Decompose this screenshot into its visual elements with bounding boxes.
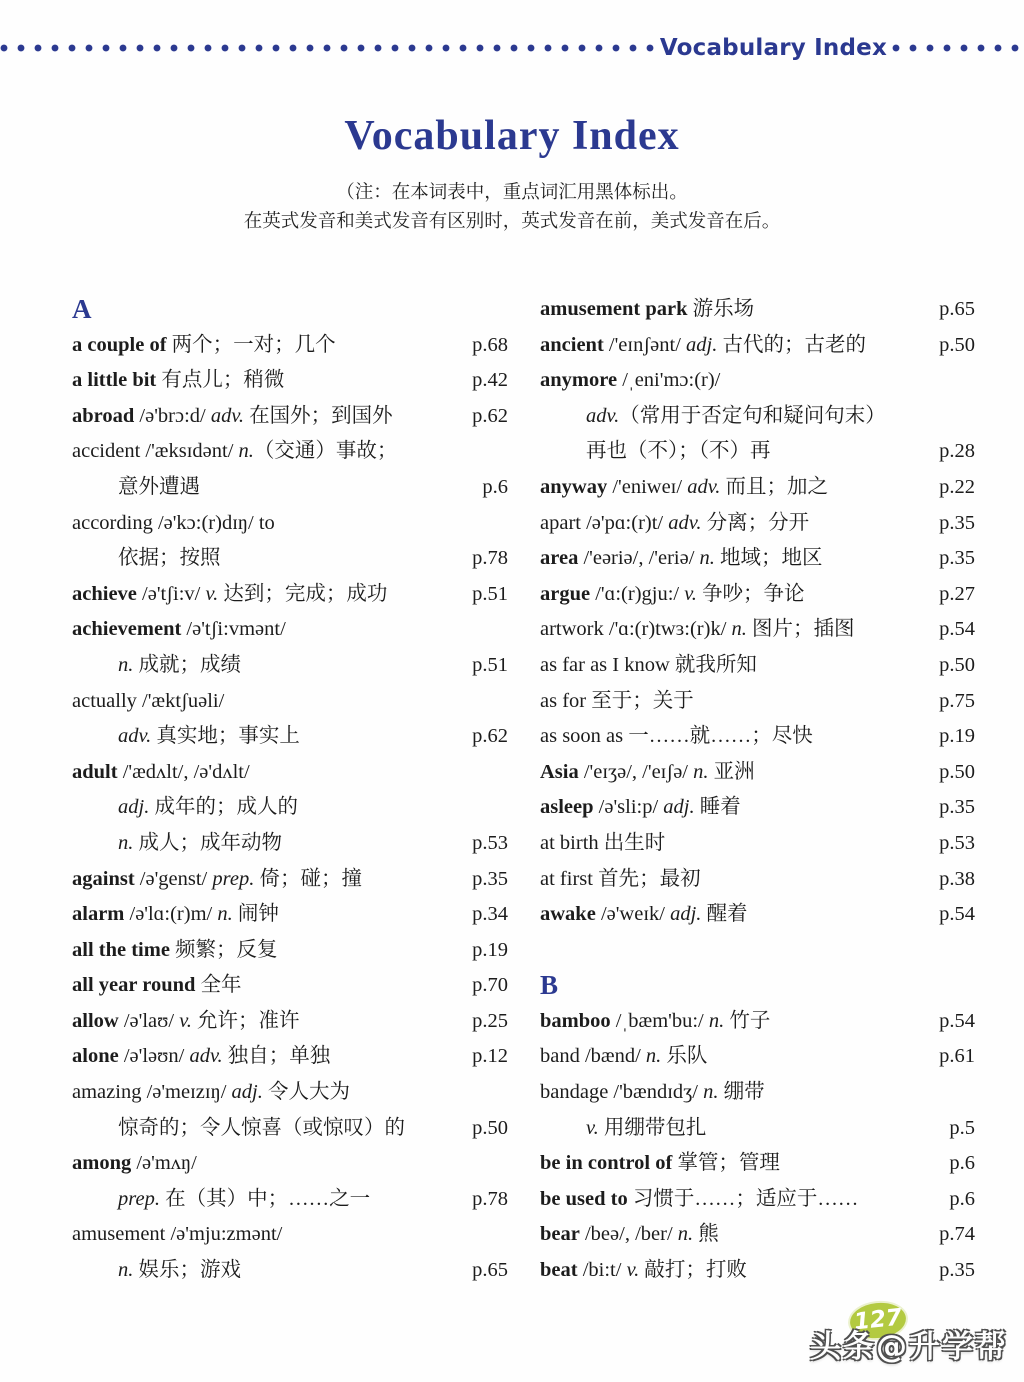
entry-line: [540, 1217, 975, 1253]
dotted-line-left: [0, 44, 655, 52]
entry-text: anyway /'eniweɪ/ adv. 而且；加之: [540, 475, 829, 498]
entry-text: prep. 在（其）中；……之一: [118, 1187, 371, 1210]
entry-line: [540, 399, 975, 435]
entry-line: [72, 541, 508, 577]
vocab-entry: [540, 541, 975, 577]
vocab-entry: [540, 1146, 975, 1182]
entry-text: amusement park 游乐场: [540, 298, 755, 320]
entry-line: [72, 1182, 508, 1218]
entry-text: area /'eəriə/, /'eriə/ n. 地域；地区: [540, 547, 823, 570]
entry-line: [540, 1039, 975, 1075]
entry-text: adv.（常用于否定句和疑问句末）: [586, 404, 886, 427]
entry-line: [72, 790, 508, 826]
entry-text: asleep /ə'sli:p/ adj. 睡着: [540, 796, 741, 819]
entry-text: at first 首先；最初: [540, 867, 701, 890]
entry-text: achieve /ə'tʃi:v/ v. 达到；完成；成功: [72, 582, 388, 605]
entry-line: [72, 1253, 508, 1289]
vocab-entry: [72, 577, 508, 613]
page-ref: p.35: [939, 796, 975, 819]
vocab-entry: [72, 933, 508, 969]
entry-text: amusement /ə'mju:zmənt/: [72, 1223, 283, 1246]
header-dotted-rule: [0, 35, 1024, 61]
entry-line: [540, 755, 975, 791]
entry-text: all the time 频繁；反复: [72, 938, 278, 961]
vocab-entry: [72, 1146, 508, 1217]
column-left: [72, 292, 508, 1289]
vocab-entry: [72, 1217, 508, 1288]
vocab-entry: [540, 897, 975, 933]
vocab-entry: [540, 363, 975, 470]
watermark-text: 头条@升学帮: [810, 1329, 1008, 1365]
entry-line: [540, 363, 975, 399]
page-ref: p.54: [939, 1009, 975, 1032]
entry-line: [72, 1075, 508, 1111]
entry-text: v. 用绷带包扎: [586, 1116, 707, 1139]
entry-line: [72, 1111, 508, 1147]
vocab-columns: [72, 292, 975, 1289]
page-ref: p.35: [472, 867, 508, 890]
entry-text: band /bænd/ n. 乐队: [540, 1045, 708, 1068]
entry-text: bandage /'bændɪdʒ/ n. 绷带: [540, 1081, 765, 1104]
page-ref: p.6: [482, 475, 508, 498]
vocab-entry: [72, 1075, 508, 1146]
page-ref: p.65: [472, 1259, 508, 1282]
section-letter-b: B: [540, 970, 559, 1001]
page-ref: p.35: [939, 547, 975, 570]
vocab-entry: [540, 577, 975, 613]
vocab-entry: [540, 1182, 975, 1218]
page-number-badge: 127: [848, 1300, 907, 1341]
entry-line: [540, 1075, 975, 1111]
entry-text: ancient /'eɪnʃənt/ adj. 古代的；古老的: [540, 333, 866, 356]
entry-text: actually /'æktʃuəli/: [72, 689, 225, 712]
vocab-entry: [540, 292, 975, 328]
vocab-entry: [540, 648, 975, 684]
entry-line: [540, 541, 975, 577]
vocab-entry: [540, 1039, 975, 1075]
vocab-entry: [72, 363, 508, 399]
page-ref: p.54: [939, 903, 975, 926]
page-ref: p.65: [939, 298, 975, 320]
entry-text: adj. 成年的；成人的: [118, 796, 298, 819]
page-ref: p.19: [472, 938, 508, 961]
vocab-entry: [72, 968, 508, 1004]
page-ref: p.68: [472, 333, 508, 356]
entry-line: [540, 612, 975, 648]
vocab-entry: [540, 328, 975, 364]
vocab-entry: [72, 328, 508, 364]
vocab-entry: [540, 755, 975, 791]
entry-line: [540, 1253, 975, 1289]
page-ref: p.61: [939, 1045, 975, 1068]
page-ref: p.75: [939, 689, 975, 712]
vocab-entry: [540, 1004, 975, 1040]
section-letter-a: A: [72, 294, 92, 324]
page-ref: p.35: [939, 511, 975, 534]
vocab-entry: [540, 1217, 975, 1253]
vocab-entry: [540, 1075, 975, 1146]
entry-line: [540, 1182, 975, 1218]
entry-text: bear /beə/, /ber/ n. 熊: [540, 1223, 719, 1246]
page-ref: p.51: [472, 653, 508, 676]
entry-text: artwork /'ɑ:(r)twɜ:(r)k/ n. 图片；插图: [540, 618, 855, 641]
vocab-entry: [72, 1039, 508, 1075]
entry-line: [540, 826, 975, 862]
page-ref: p.50: [472, 1116, 508, 1139]
page-ref: p.53: [939, 831, 975, 854]
column-right: [540, 292, 975, 1289]
entry-line: [72, 862, 508, 898]
note-line-1: （注：在本词表中，重点词汇用黑体标出。: [336, 183, 688, 203]
entry-line: [72, 1039, 508, 1075]
entry-line: [540, 434, 975, 470]
entry-line: [72, 506, 508, 542]
entry-line: [540, 328, 975, 364]
page-ref: p.62: [472, 725, 508, 748]
entry-text: all year round 全年: [72, 974, 242, 997]
page-ref: p.50: [939, 333, 975, 356]
page-ref: p.74: [939, 1223, 975, 1246]
entry-line: [540, 862, 975, 898]
entry-text: awake /ə'weɪk/ adj. 醒着: [540, 903, 748, 926]
entry-line: [72, 328, 508, 364]
page-ref: p.70: [472, 974, 508, 997]
entry-line: [540, 292, 975, 328]
page-ref: p.27: [939, 582, 975, 605]
page-ref: p.78: [472, 1187, 508, 1210]
entry-text: n. 成就；成绩: [118, 653, 241, 676]
entry-text: beat /bi:t/ v. 敲打；打败: [540, 1259, 747, 1282]
entry-line: [72, 470, 508, 506]
vocab-entry: [540, 684, 975, 720]
entry-line: [540, 506, 975, 542]
entry-text: 依据；按照: [118, 547, 221, 570]
page-ref: p.51: [472, 582, 508, 605]
vocab-entry: [540, 826, 975, 862]
entry-line: [72, 577, 508, 613]
entry-text: 惊奇的；令人惊喜（或惊叹）的: [118, 1116, 405, 1139]
vocab-entry: [540, 862, 975, 898]
entry-text: accident /'æksɪdənt/ n.（交通）事故；: [72, 440, 398, 463]
entry-line: [540, 790, 975, 826]
page-ref: p.35: [939, 1259, 975, 1282]
entry-line: [540, 684, 975, 720]
vocab-entry: [540, 506, 975, 542]
vocab-entry: [72, 399, 508, 435]
entry-text: alarm /ə'lɑ:(r)m/ n. 闹钟: [72, 903, 279, 926]
entry-text: allow /ə'laʊ/ v. 允许；准许: [72, 1009, 300, 1032]
entry-text: abroad /ə'brɔ:d/ adv. 在国外；到国外: [72, 404, 393, 427]
page-ref: p.38: [939, 867, 975, 890]
entry-text: argue /'ɑ:(r)gju:/ v. 争吵；争论: [540, 582, 805, 605]
entry-line: [72, 1004, 508, 1040]
entry-line: [540, 719, 975, 755]
page-ref: p.12: [472, 1045, 508, 1068]
entry-text: anymore /ˌeni'mɔ:(r)/: [540, 369, 721, 392]
header-running-title: Vocabulary Index: [659, 35, 887, 61]
vocab-entry: [540, 719, 975, 755]
entry-text: Asia /'eɪʒə/, /'eɪʃə/ n. 亚洲: [540, 760, 755, 783]
entry-text: as soon as 一……就……；尽快: [540, 725, 813, 748]
page-ref: p.42: [472, 369, 508, 392]
page-title: Vocabulary Index: [344, 113, 680, 159]
page-ref: p.5: [949, 1116, 975, 1139]
dotted-line-right: [892, 44, 1024, 52]
page-ref: p.34: [472, 903, 508, 926]
vocab-entry: [72, 434, 508, 505]
entry-line: [540, 897, 975, 933]
vocab-entry: [540, 790, 975, 826]
entry-text: apart /ə'pɑ:(r)t/ adv. 分离；分开: [540, 511, 810, 534]
entry-line: [72, 826, 508, 862]
entry-text: a little bit 有点儿；稍微: [72, 369, 285, 392]
page-ref: p.25: [472, 1009, 508, 1032]
entry-text: as for 至于；关于: [540, 689, 694, 712]
entry-text: against /ə'genst/ prep. 倚；碰；撞: [72, 867, 362, 890]
vocab-entry: [72, 1004, 508, 1040]
entry-line: [540, 1146, 975, 1182]
entry-text: adv. 真实地；事实上: [118, 725, 300, 748]
page-ref: p.62: [472, 404, 508, 427]
entry-line: [72, 1146, 508, 1182]
entry-line: [540, 1004, 975, 1040]
entry-line: [72, 399, 508, 435]
entry-line: [72, 968, 508, 1004]
entry-line: [540, 648, 975, 684]
entry-text: 再也（不）；（不）再: [586, 440, 771, 463]
entry-line: [540, 1111, 975, 1147]
page-ref: p.6: [949, 1187, 975, 1210]
entry-line: [540, 470, 975, 506]
entry-text: be used to 习惯于……；适应于……: [540, 1187, 859, 1210]
entry-line: [72, 897, 508, 933]
entry-text: a couple of 两个；一对；几个: [72, 333, 336, 356]
entry-line: [72, 755, 508, 791]
entry-line: [72, 612, 508, 648]
page-ref: p.78: [472, 547, 508, 570]
entry-text: amazing /ə'meɪzɪŋ/ adj. 令人大为: [72, 1081, 350, 1104]
page-ref: p.53: [472, 831, 508, 854]
entry-line: [72, 684, 508, 720]
page-ref: p.50: [939, 760, 975, 783]
entry-text: n. 成人；成年动物: [118, 831, 282, 854]
entry-line: [540, 577, 975, 613]
entry-line: [72, 363, 508, 399]
entry-line: [72, 648, 508, 684]
page-ref: p.22: [939, 475, 975, 498]
entry-text: according /ə'kɔ:(r)dɪŋ/ to: [72, 511, 275, 534]
entry-line: [72, 719, 508, 755]
entry-text: achievement /ə'tʃi:vmənt/: [72, 618, 286, 641]
vocab-entry: [540, 612, 975, 648]
vocab-entry: [540, 1253, 975, 1289]
vocab-entry: [72, 612, 508, 683]
entry-line: [72, 1217, 508, 1253]
entry-text: 意外遭遇: [118, 475, 200, 498]
entry-line: [72, 434, 508, 470]
vocab-entry: [72, 506, 508, 577]
entry-text: n. 娱乐；游戏: [118, 1259, 241, 1282]
vocab-entry: [72, 755, 508, 862]
page-ref: p.28: [939, 440, 975, 463]
entry-text: as far as I know 就我所知: [540, 653, 757, 676]
entry-text: among /ə'mʌŋ/: [72, 1152, 197, 1175]
vocab-entry: [72, 897, 508, 933]
page-ref: p.54: [939, 618, 975, 641]
page-ref: p.6: [949, 1152, 975, 1175]
vocab-entry: [72, 862, 508, 898]
entry-text: bamboo /ˌbæm'bu:/ n. 竹子: [540, 1009, 771, 1032]
note-line-2: 在英式发音和美式发音有区别时，英式发音在前，美式发音在后。: [243, 212, 781, 232]
entry-text: adult /'ædʌlt/, /ə'dʌlt/: [72, 760, 250, 783]
page-ref: p.50: [939, 653, 975, 676]
page-ref: p.19: [939, 725, 975, 748]
entry-text: alone /ə'ləʊn/ adv. 独自；单独: [72, 1045, 331, 1068]
entry-line: [72, 933, 508, 969]
entry-text: at birth 出生时: [540, 831, 666, 854]
entry-text: be in control of 掌管；管理: [540, 1152, 780, 1175]
vocab-entry: [540, 470, 975, 506]
vocab-entry: [72, 684, 508, 755]
